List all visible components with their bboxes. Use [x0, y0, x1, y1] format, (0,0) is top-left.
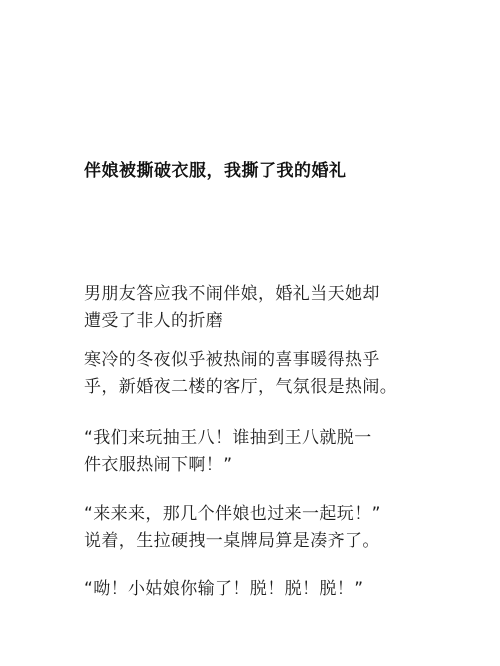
paragraph-line: “我们来玩抽王八！谁抽到王八就脱一 [84, 428, 372, 448]
paragraph-line: 男朋友答应我不闹伴娘，婚礼当天她却 [84, 284, 380, 304]
paragraph-5 [84, 576, 434, 603]
paragraph-line: “呦！小姑娘你输了！脱！脱！脱！” [84, 579, 364, 599]
paragraph-line: 遭受了非人的折磨 [84, 311, 224, 331]
paragraph-line: 乎，新婚夜二楼的客厅，气氛很是热闹。 [84, 377, 398, 397]
paragraph-line: 寒冷的冬夜似乎被热闹的喜事暖得热乎 [84, 350, 380, 370]
paragraph-line: “来来来，那几个伴娘也过来一起玩！” [84, 504, 381, 524]
paragraph-3 [84, 425, 434, 479]
paragraph-2 [84, 347, 434, 401]
paragraph-line: 件衣服热闹下啊！” [84, 455, 233, 475]
paragraph-4 [84, 501, 434, 555]
paragraph-1 [84, 281, 434, 335]
article-title: 伴娘被撕破衣服，我撕了我的婚礼 [84, 161, 347, 181]
paragraph-line: 说着，生拉硬拽一桌牌局算是凑齐了。 [84, 531, 380, 551]
